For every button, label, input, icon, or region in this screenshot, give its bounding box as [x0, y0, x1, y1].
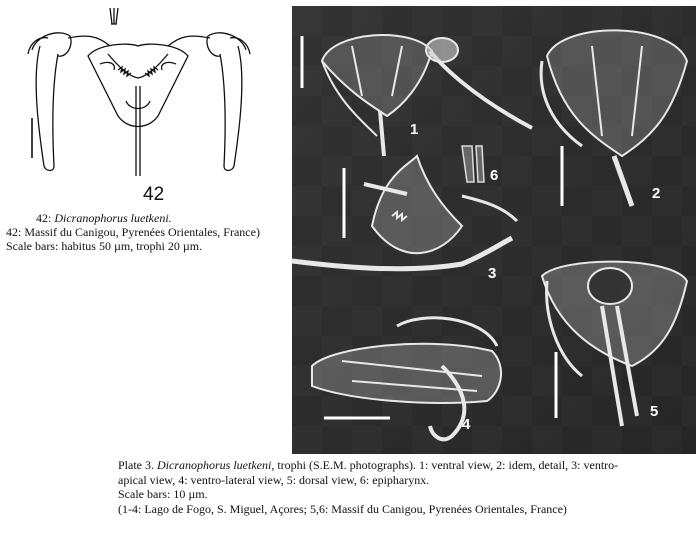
figure-42-caption [6, 211, 296, 253]
plate-caption-line1-rest: , trophi (S.E.M. photographs). 1: ventral view, 2: idem, detail, 3: ventro- [271, 458, 619, 472]
caption-title-line [6, 211, 296, 225]
caption-locality: 42: Massif du Canigou, Pyrenées Orientales, France) [6, 225, 260, 239]
caption-title-prefix: 42: [36, 211, 55, 225]
panel-label-1: 1 [410, 121, 419, 138]
panel-label-6: 6 [490, 167, 499, 184]
panel-label-3: 3 [488, 265, 497, 282]
trophi-line-drawing [18, 6, 280, 182]
plate-caption-line-1 [118, 458, 693, 473]
panel-label-2: 2 [652, 185, 661, 202]
plate-3-caption [118, 458, 693, 516]
plate-caption-line-2: apical view, 4: ventro-lateral view, 5: dorsal view, 6: epipharynx. [118, 472, 430, 487]
sem-photo-plate [292, 6, 696, 454]
caption-species: Dicranophorus luetkeni. [54, 211, 172, 225]
panel-label-5: 5 [650, 403, 659, 420]
panel-label-4: 4 [462, 416, 471, 433]
figure-number: 42 [143, 184, 165, 205]
plate-caption-line-4: (1-4: Lago de Fogo, S. Miguel, Açores; 5,6: Massif du Canigou, Pyrenées Orientales, France) [118, 501, 567, 516]
caption-scale: Scale bars: habitus 50 µm, trophi 20 µm. [6, 239, 203, 253]
plate-caption-species: Dicranophorus luetkeni [157, 458, 272, 472]
plate-caption-prefix: Plate 3. [118, 458, 157, 472]
plate-caption-line-3: Scale bars: 10 µm. [118, 487, 208, 501]
